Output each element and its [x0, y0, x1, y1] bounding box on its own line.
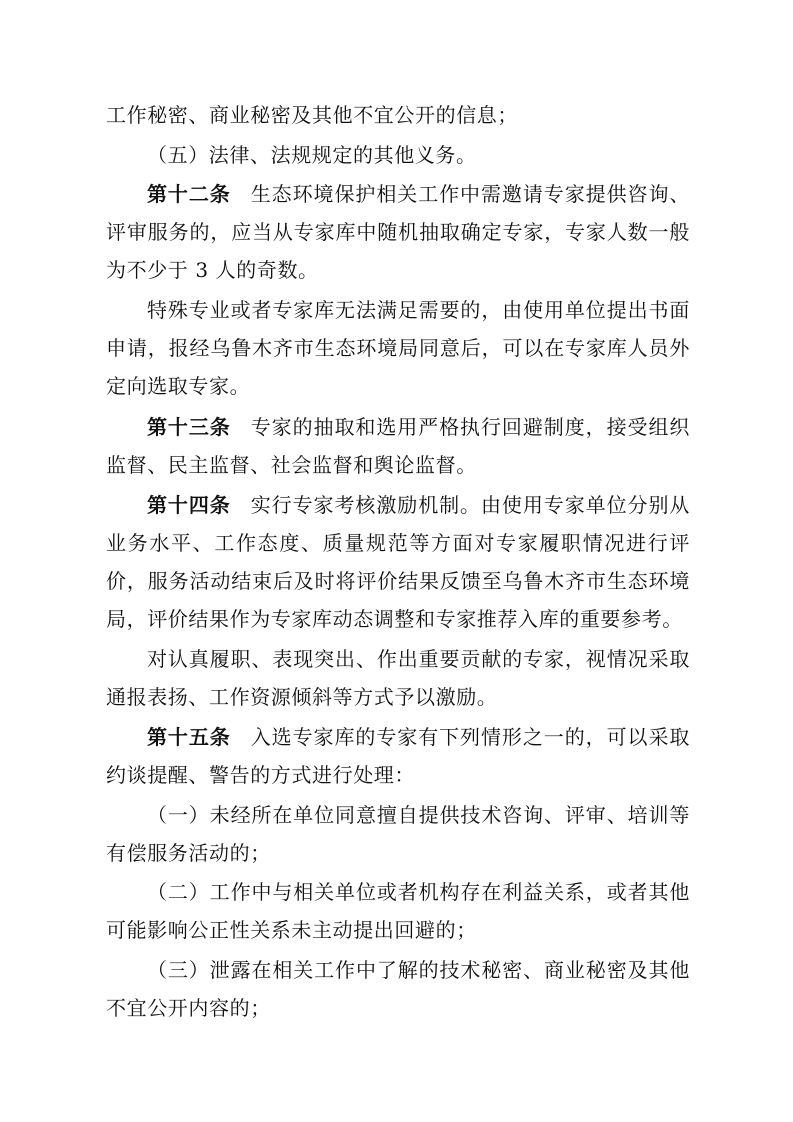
- paragraph-text: （五）法律、法规规定的其他义务。: [147, 143, 477, 167]
- article-13: [106, 408, 690, 484]
- paragraph-special-selection: [106, 291, 690, 405]
- paragraph-text: （二）工作中与相关单位或者机构存在利益关系，或者其他可能影响公正性关系未主动提出回避的；: [106, 880, 690, 942]
- article-15: [106, 718, 690, 794]
- paragraph-item-five: [106, 136, 690, 174]
- paragraph-text: 专家的抽取和选用严格执行回避制度，接受组织监督、民主监督、社会监督和舆论监督。: [106, 415, 690, 477]
- paragraph-text: （三）泄露在相关工作中了解的技术秘密、商业秘密及其他不宜公开内容的；: [106, 958, 690, 1020]
- article-14: [106, 486, 690, 638]
- paragraph-text: 对认真履职、表现突出、作出重要贡献的专家，视情况采取通报表扬、工作资源倾斜等方式予以激励。: [106, 647, 690, 709]
- paragraph-incentives: [106, 640, 690, 716]
- article-12: [106, 175, 690, 289]
- paragraph-text: 工作秘密、商业秘密及其他不宜公开的信息；: [106, 103, 518, 127]
- paragraph-item-two: [106, 873, 690, 949]
- paragraph-text: 实行专家考核激励机制。由使用专家单位分别从业务水平、工作态度、质量规范等方面对专家履职情况进行评价，服务活动结束后及时将评价结果反馈至乌鲁木齐市生态环境局，评价结果作为专家库动态调整和专家推荐入库的重要参考。: [106, 493, 690, 631]
- article-heading: 第十二条: [147, 182, 231, 206]
- article-heading: 第十四条: [147, 493, 231, 517]
- paragraph-text: 入选专家库的专家有下列情形之一的，可以采取约谈提醒、警告的方式进行处理：: [106, 725, 690, 787]
- article-heading: 第十三条: [147, 415, 231, 439]
- paragraph-text: 生态环境保护相关工作中需邀请专家提供咨询、评审服务的，应当从专家库中随机抽取确定专家，专家人数一般为不少于 3 人的奇数。: [106, 182, 690, 282]
- article-heading: 第十五条: [147, 725, 231, 749]
- paragraph-item-one: [106, 796, 690, 872]
- paragraph-text: 特殊专业或者专家库无法满足需要的，由使用单位提出书面申请，报经乌鲁木齐市生态环境局同意后，可以在专家库人员外定向选取专家。: [106, 298, 690, 398]
- paragraph-text: （一）未经所在单位同意擅自提供技术咨询、评审、培训等有偿服务活动的；: [106, 803, 690, 865]
- paragraph-continued-secrets: [106, 96, 690, 134]
- paragraph-item-three: [106, 951, 690, 1027]
